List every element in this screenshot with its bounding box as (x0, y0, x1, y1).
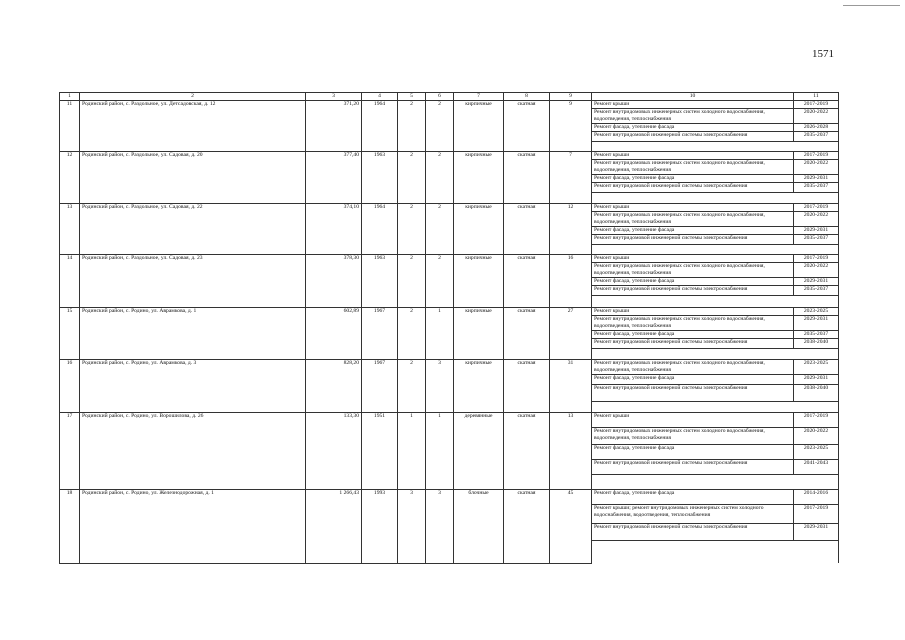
work-name-cell: Ремонт крыши (592, 152, 794, 160)
row-number: 13 (60, 204, 80, 255)
work-period-cell: 2029-2031 (794, 316, 839, 331)
work-name-cell: Ремонт внутридомовых инженерных систем холодного водоснабжения, водоотведения, теплоснабжения (592, 360, 794, 375)
year-cell: 1964 (362, 204, 398, 255)
entrances-cell: 2 (426, 152, 454, 204)
residents-cell: 7 (550, 152, 592, 204)
housing-repair-table (59, 92, 839, 564)
page-number: 1571 (812, 48, 834, 60)
table-row (60, 152, 839, 160)
area-cell: 377,40 (306, 152, 362, 204)
work-period-cell: 2035-2037 (794, 183, 839, 193)
work-name-cell: Ремонт фасада, утепление фасада (592, 375, 794, 385)
address-cell: Родинский район, с. Родино, ул. Аврамкова, д. 1 (80, 308, 306, 360)
col-header: 11 (794, 93, 839, 101)
spacer-cell (592, 142, 794, 152)
address-cell: Родинский район, с. Раздольное, ул. Садовая, д. 23 (80, 255, 306, 308)
floors-cell: 3 (398, 490, 426, 564)
work-name-cell: Ремонт внутридомовых инженерных систем холодного водоснабжения, водоотведения, теплоснабжения (592, 160, 794, 175)
roof-cell: скатная (504, 413, 550, 490)
work-period-cell: 2017-2019 (794, 101, 839, 109)
entrances-cell: 1 (426, 308, 454, 360)
work-period-cell: 2017-2019 (794, 255, 839, 263)
row-number: 18 (60, 490, 80, 564)
work-name-cell: Ремонт крыши (592, 204, 794, 212)
entrances-cell: 3 (426, 360, 454, 413)
area-cell: 1 266,43 (306, 490, 362, 564)
year-cell: 1951 (362, 413, 398, 490)
work-name-cell: Ремонт внутридомовых инженерных систем холодного водоснабжения, водоотведения, теплоснабжения (592, 316, 794, 331)
spacer-cell (794, 193, 839, 204)
work-name-cell: Ремонт внутридомовых инженерных систем холодного водоснабжения, водоотведения, теплоснабжения (592, 212, 794, 227)
col-header: 1 (60, 93, 80, 101)
roof-cell: скатная (504, 204, 550, 255)
work-period-cell: 2017-2019 (794, 204, 839, 212)
table-row (60, 308, 839, 316)
floors-cell: 2 (398, 152, 426, 204)
work-name-cell: Ремонт фасада, утепление фасада (592, 124, 794, 132)
col-header: 3 (306, 93, 362, 101)
spacer-cell (794, 349, 839, 360)
residents-cell: 16 (550, 255, 592, 308)
residents-cell: 12 (550, 204, 592, 255)
col-header: 5 (398, 93, 426, 101)
area-cell: 133,30 (306, 413, 362, 490)
walls-cell: блочные (454, 490, 504, 564)
row-number: 15 (60, 308, 80, 360)
work-name-cell: Ремонт внутридомовых инженерных систем холодного водоснабжения, водоотведения, теплоснабжения (592, 263, 794, 278)
residents-cell: 45 (550, 490, 592, 564)
spacer-cell (794, 142, 839, 152)
spacer-cell (794, 245, 839, 255)
year-cell: 1967 (362, 308, 398, 360)
floors-cell: 2 (398, 255, 426, 308)
spacer-cell (592, 245, 794, 255)
work-name-cell: Ремонт внутридомовой инженерной системы электроснабжения (592, 385, 794, 402)
year-cell: 1963 (362, 255, 398, 308)
work-period-cell: 2020-2022 (794, 428, 839, 445)
year-cell: 1993 (362, 490, 398, 564)
work-name-cell: Ремонт фасада, утепление фасада (592, 331, 794, 339)
address-cell: Родинский район, с. Родино, ул. Аврамкова, д. 3 (80, 360, 306, 413)
work-period-cell: 2029-2031 (794, 524, 839, 541)
roof-cell: скатная (504, 152, 550, 204)
floors-cell: 1 (398, 413, 426, 490)
table-row (60, 413, 839, 428)
work-period-cell: 2029-2031 (794, 227, 839, 235)
work-name-cell: Ремонт внутридомовой инженерной системы электроснабжения (592, 460, 794, 475)
top-rule (843, 5, 900, 6)
work-name-cell: Ремонт внутридомовой инженерной системы электроснабжения (592, 286, 794, 296)
walls-cell: кирпичные (454, 255, 504, 308)
year-cell: 1963 (362, 152, 398, 204)
work-name-cell: Ремонт внутридомовой инженерной системы электроснабжения (592, 339, 794, 349)
row-number: 12 (60, 152, 80, 204)
work-period-cell: 2023-2025 (794, 445, 839, 460)
work-period-cell: 2029-2031 (794, 278, 839, 286)
table-row (60, 360, 839, 375)
roof-cell: скатная (504, 101, 550, 152)
work-period-cell: 2041-2043 (794, 460, 839, 475)
work-period-cell: 2020-2022 (794, 160, 839, 175)
spacer-cell (794, 475, 839, 490)
work-name-cell: Ремонт крыши (592, 101, 794, 109)
spacer-cell (592, 193, 794, 204)
col-header: 2 (80, 93, 306, 101)
area-cell: 374,10 (306, 204, 362, 255)
work-period-cell: 2026-2028 (794, 124, 839, 132)
work-name-cell: Ремонт внутридомовой инженерной системы электроснабжения (592, 132, 794, 142)
work-period-cell: 2020-2022 (794, 109, 839, 124)
spacer-cell (794, 541, 839, 564)
table-row (60, 255, 839, 263)
work-name-cell: Ремонт внутридомовой инженерной системы электроснабжения (592, 235, 794, 245)
work-period-cell: 2017-2019 (794, 152, 839, 160)
roof-cell: скатная (504, 490, 550, 564)
residents-cell: 31 (550, 360, 592, 413)
col-header: 9 (550, 93, 592, 101)
table-row (60, 101, 839, 109)
entrances-cell: 3 (426, 490, 454, 564)
address-cell: Родинский район, с. Раздольное, ул. Детсадовская, д. 12 (80, 101, 306, 152)
entrances-cell: 2 (426, 255, 454, 308)
col-header: 7 (454, 93, 504, 101)
walls-cell: кирпичные (454, 204, 504, 255)
spacer-cell (794, 402, 839, 413)
walls-cell: кирпичные (454, 360, 504, 413)
area-cell: 371,20 (306, 101, 362, 152)
work-name-cell: Ремонт фасада, утепление фасада (592, 175, 794, 183)
year-cell: 1967 (362, 360, 398, 413)
spacer-cell (592, 402, 794, 413)
roof-cell: скатная (504, 255, 550, 308)
spacer-cell (592, 475, 794, 490)
floors-cell: 2 (398, 204, 426, 255)
work-period-cell: 2035-2037 (794, 331, 839, 339)
floors-cell: 2 (398, 101, 426, 152)
work-period-cell: 2035-2037 (794, 286, 839, 296)
area-cell: 828,20 (306, 360, 362, 413)
residents-cell: 27 (550, 308, 592, 360)
walls-cell: кирпичные (454, 152, 504, 204)
area-cell: 378,30 (306, 255, 362, 308)
entrances-cell: 2 (426, 204, 454, 255)
floors-cell: 2 (398, 308, 426, 360)
work-name-cell: Ремонт внутридомовых инженерных систем холодного водоснабжения, водоотведения, теплоснабжения (592, 428, 794, 445)
area-cell: 602,89 (306, 308, 362, 360)
work-period-cell: 2020-2022 (794, 263, 839, 278)
work-period-cell: 2017-2019 (794, 413, 839, 428)
residents-cell: 13 (550, 413, 592, 490)
header-row (60, 93, 839, 101)
spacer-cell (592, 296, 794, 308)
col-header: 6 (426, 93, 454, 101)
residents-cell: 9 (550, 101, 592, 152)
work-period-cell: 2014-2016 (794, 490, 839, 505)
row-number: 14 (60, 255, 80, 308)
spacer-cell (794, 296, 839, 308)
work-name-cell: Ремонт фасада, утепление фасада (592, 278, 794, 286)
work-name-cell: Ремонт крыши (592, 308, 794, 316)
address-cell: Родинский район, с. Раздольное, ул. Садовая, д. 22 (80, 204, 306, 255)
roof-cell: скатная (504, 308, 550, 360)
col-header: 10 (592, 93, 794, 101)
work-period-cell: 2035-2037 (794, 132, 839, 142)
work-period-cell: 2020-2022 (794, 212, 839, 227)
work-period-cell: 2035-2037 (794, 235, 839, 245)
work-name-cell: Ремонт внутридомовой инженерной системы электроснабжения (592, 524, 794, 541)
row-number: 17 (60, 413, 80, 490)
entrances-cell: 1 (426, 413, 454, 490)
walls-cell: деревянные (454, 413, 504, 490)
row-number: 16 (60, 360, 80, 413)
work-period-cell: 2029-2031 (794, 375, 839, 385)
work-period-cell: 2038-2040 (794, 339, 839, 349)
year-cell: 1964 (362, 101, 398, 152)
work-period-cell: 2029-2031 (794, 175, 839, 183)
entrances-cell: 2 (426, 101, 454, 152)
work-name-cell: Ремонт фасада, утепление фасада (592, 445, 794, 460)
address-cell: Родинский район, с. Родино, ул. Железнодорожная, д. 1 (80, 490, 306, 564)
address-cell: Родинский район, с. Раздольное, ул. Садовая, д. 20 (80, 152, 306, 204)
row-number: 11 (60, 101, 80, 152)
roof-cell: скатная (504, 360, 550, 413)
walls-cell: кирпичные (454, 101, 504, 152)
work-name-cell: Ремонт крыши; ремонт внутридомовых инженерных систем холодного водоснабжения, водоотведения, теплоснабжения (592, 505, 794, 524)
work-name-cell: Ремонт внутридомовой инженерной системы электроснабжения (592, 183, 794, 193)
spacer-cell (592, 541, 794, 564)
col-header: 4 (362, 93, 398, 101)
work-period-cell: 2023-2025 (794, 308, 839, 316)
floors-cell: 2 (398, 360, 426, 413)
spacer-cell (592, 349, 794, 360)
work-period-cell: 2017-2019 (794, 505, 839, 524)
table-row (60, 204, 839, 212)
col-header: 8 (504, 93, 550, 101)
work-name-cell: Ремонт крыши (592, 413, 794, 428)
table-row (60, 490, 839, 505)
work-period-cell: 2023-2025 (794, 360, 839, 375)
work-name-cell: Ремонт фасада, утепление фасада (592, 227, 794, 235)
work-name-cell: Ремонт фасада, утепление фасада (592, 490, 794, 505)
work-name-cell: Ремонт крыши (592, 255, 794, 263)
address-cell: Родинский район, с. Родино, ул. Ворошилова, д. 26 (80, 413, 306, 490)
work-period-cell: 2038-2040 (794, 385, 839, 402)
walls-cell: кирпичные (454, 308, 504, 360)
work-name-cell: Ремонт внутридомовых инженерных систем холодного водоснабжения, водоотведения, теплоснабжения (592, 109, 794, 124)
